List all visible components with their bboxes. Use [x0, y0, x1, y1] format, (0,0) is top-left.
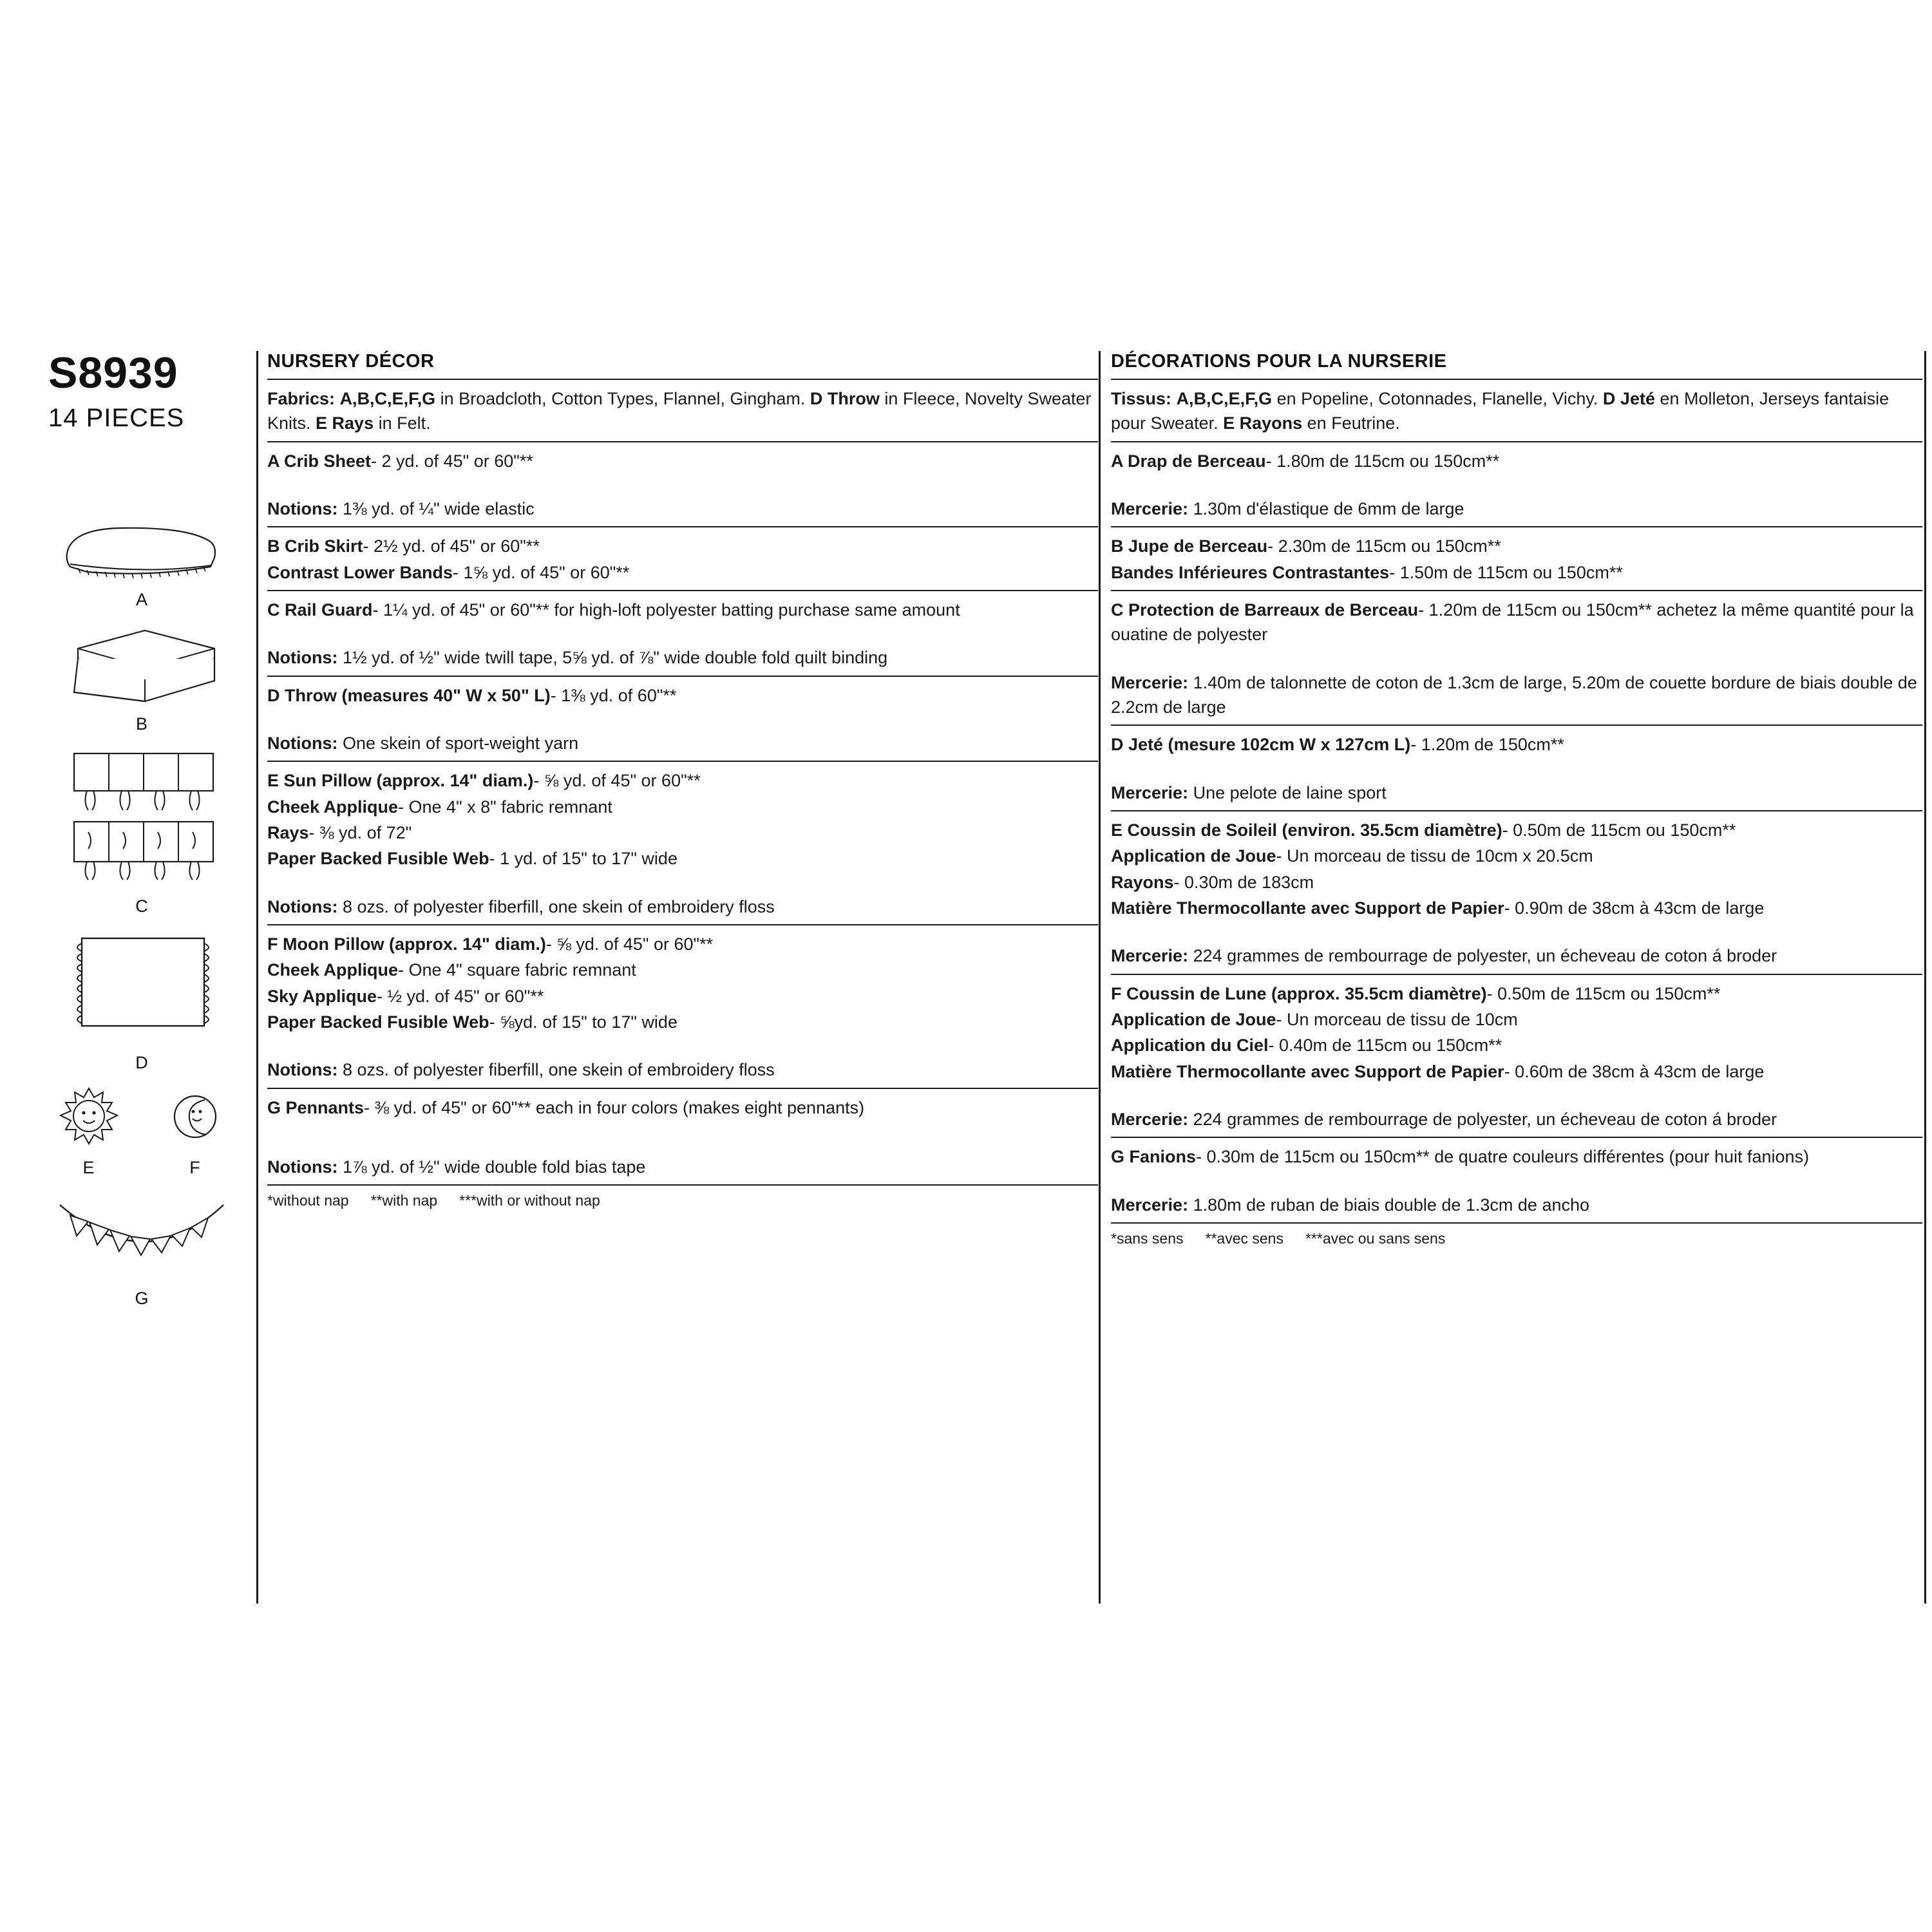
entry-fr-f-cheek-label: Application de Joue — [1111, 1009, 1276, 1029]
english-fabrics — [267, 386, 1098, 436]
thumbnail-throw — [35, 927, 248, 1073]
footnote-fr-2: **avec sens — [1205, 1229, 1283, 1247]
entry-fr-f-sky-value: - 0.40m de 115cm ou 150cm** — [1268, 1036, 1502, 1056]
footnote-fr-3: ***avec ou sans sens — [1305, 1229, 1446, 1247]
entry-e-notions-label: Notions: — [267, 896, 338, 916]
entry-b-label: B Crib Skirt — [267, 536, 363, 556]
thumbnail-label: D — [135, 1053, 148, 1072]
thumbnail-label: A — [135, 590, 147, 609]
french-fabrics — [1111, 386, 1922, 436]
entry-e-cheek-label: Cheek Applique — [267, 797, 399, 817]
entry-fr-d-notions-label: Mercerie: — [1111, 782, 1189, 802]
tissus-text-2: en Molleton, Jerseys fantaisie pour Sweater. — [1111, 389, 1889, 433]
thumbnail-label: G — [135, 1289, 149, 1308]
thumbnail-rail-guard — [35, 744, 248, 916]
entry-fr-b-bands-value: - 1.50m de 115cm ou 150cm** — [1389, 562, 1623, 582]
entry-fr-f-cheek-value: - Un morceau de tissu de 10cm — [1276, 1009, 1518, 1029]
entry-f-cheek-label: Cheek Applique — [267, 960, 399, 980]
entry-f-notions-value: 8 ozs. of polyester fiberfill, one skein of embroidery floss — [337, 1060, 775, 1080]
entry-e-notions-value: 8 ozs. of polyester fiberfill, one skein of embroidery floss — [337, 896, 775, 916]
entry-e-label: E Sun Pillow (approx. 14" diam.) — [267, 771, 534, 791]
entry-a-notions-label: Notions: — [267, 498, 338, 518]
entry-d-notions-label: Notions: — [267, 733, 338, 753]
entry-fr-d-notions-value: Une pelote de laine sport — [1188, 782, 1387, 802]
entry-f-cheek-value: - One 4" square fabric remnant — [398, 960, 636, 980]
french-title: DÉCORATIONS POUR LA NURSERIE — [1111, 351, 1447, 372]
entry-d-notions-value: One skein of sport-weight yarn — [337, 733, 579, 753]
entry-fr-d-value: - 1.20m de 150cm** — [1410, 735, 1564, 755]
rail-guard-icon — [48, 744, 235, 893]
sun-pillow-icon — [50, 1083, 128, 1154]
piece-count: 14 PIECES — [48, 404, 185, 432]
entry-f — [267, 932, 1098, 1083]
entry-fr-e-notions-value: 224 grammes de rembourrage de polyester, un écheveau de coton á broder — [1188, 946, 1777, 966]
entry-fr-f — [1111, 981, 1922, 1132]
column-divider-right — [1924, 351, 1926, 1604]
entry-g-value: - ⅜ yd. of 45" or 60"** each in four colors (makes eight pennants) — [364, 1097, 865, 1117]
pattern-identity — [48, 348, 254, 433]
entry-fr-d-label: D Jeté (mesure 102cm W x 127cm L) — [1111, 735, 1411, 755]
thumbnail-label: B — [135, 714, 147, 734]
entry-fr-b-bands-label: Bandes Inférieures Contrastantes — [1111, 562, 1390, 582]
entry-f-sky-label: Sky Applique — [267, 986, 377, 1006]
fabrics-text-3: in Felt. — [374, 413, 431, 433]
entry-f-web-label: Paper Backed Fusible Web — [267, 1012, 489, 1032]
entry-fr-e-rays-label: Rayons — [1111, 872, 1174, 892]
pennants-icon — [48, 1188, 235, 1285]
entry-fr-e-cheek-value: - Un morceau de tissu de 10cm x 20.5cm — [1276, 846, 1593, 866]
crib-sheet-icon — [48, 515, 235, 586]
entry-fr-e — [1111, 818, 1922, 969]
footnote-2: **with nap — [370, 1192, 438, 1209]
entry-fr-g-notions-value: 1.80m de ruban de biais double de 1.3cm de ancho — [1188, 1195, 1590, 1215]
tissus-text-3: en Feutrine. — [1302, 413, 1400, 433]
footnote-fr-1: *sans sens — [1111, 1229, 1184, 1247]
column-divider-left — [256, 351, 258, 1604]
entry-e — [267, 768, 1098, 919]
thumbnail-pennants — [35, 1188, 248, 1309]
thumbnail-sun-pillow — [42, 1083, 135, 1178]
entry-fr-b-label: B Jupe de Berceau — [1111, 536, 1268, 556]
fabrics-label-3: E Rays — [316, 413, 374, 433]
entry-a-notions-value: 1⅜ yd. of ¼" wide elastic — [337, 498, 535, 518]
entry-fr-f-value: - 0.50m de 115cm ou 150cm** — [1486, 983, 1721, 1003]
entry-e-web-value: - 1 yd. of 15" to 17" wide — [489, 849, 677, 869]
english-title: NURSERY DÉCOR — [267, 351, 435, 372]
entry-f-sky-value: - ½ yd. of 45" or 60"** — [377, 986, 544, 1006]
garment-thumbnails — [35, 515, 248, 1319]
entry-fr-c — [1111, 598, 1922, 719]
entry-fr-a-label: A Drap de Berceau — [1111, 451, 1266, 471]
column-divider-middle — [1099, 351, 1101, 1604]
thumbnail-crib-sheet — [35, 515, 248, 610]
fabrics-label: Fabrics: — [267, 389, 336, 408]
french-footnotes — [1111, 1230, 1922, 1247]
entry-fr-d — [1111, 732, 1922, 805]
tissus-text-1: en Popeline, Cotonnades, Flanelle, Vichy. — [1272, 389, 1603, 408]
thumbnail-pillows — [35, 1083, 248, 1178]
entry-fr-e-label: E Coussin de Soileil (environ. 35.5cm diamètre) — [1111, 820, 1502, 840]
entry-fr-f-web-value: - 0.60m de 38cm à 43cm de large — [1504, 1061, 1765, 1081]
pattern-number: S8939 — [48, 348, 178, 397]
entry-a-label: A Crib Sheet — [267, 451, 372, 471]
entry-fr-c-value: - 1.20m de 115cm ou 150cm** achetez la même quantité pour la ouatine de polyester — [1111, 600, 1914, 645]
entry-fr-a-notions-label: Mercerie: — [1111, 498, 1189, 518]
entry-fr-c-label: C Protection de Barreaux de Berceau — [1111, 600, 1419, 620]
entry-fr-b-value: - 2.30m de 115cm ou 150cm** — [1267, 536, 1501, 556]
entry-fr-g-value: - 0.30m de 115cm ou 150cm** de quatre couleurs différentes (pour huit fanions) — [1196, 1147, 1810, 1167]
thumbnail-crib-skirt — [35, 620, 248, 734]
entry-d-value: - 1⅜ yd. of 60"** — [550, 685, 677, 705]
entry-f-label: F Moon Pillow (approx. 14" diam.) — [267, 934, 546, 954]
entry-d — [267, 683, 1098, 756]
tissus-letters: A,B,C,E,F,G — [1176, 389, 1273, 408]
entry-a — [267, 449, 1098, 522]
entry-fr-g-notions-label: Mercerie: — [1111, 1195, 1189, 1215]
entry-fr-f-notions-label: Mercerie: — [1111, 1109, 1189, 1129]
entry-d-label: D Throw (measures 40" W x 50" L) — [267, 685, 551, 705]
entry-g — [267, 1095, 1098, 1180]
entry-fr-c-notions-value: 1.40m de talonnette de coton de 1.3cm de large, 5.20m de couette bordure de biais double de 2.2cm de large — [1111, 672, 1917, 717]
entry-fr-b — [1111, 534, 1922, 585]
entry-fr-g-label: G Fanions — [1111, 1147, 1197, 1167]
entry-fr-a-notions-value: 1.30m d'élastique de 6mm de large — [1188, 498, 1464, 518]
english-footnotes — [267, 1192, 1098, 1209]
entry-e-rays-label: Rays — [267, 822, 309, 842]
tissus-label-2: D Jeté — [1602, 389, 1655, 408]
entry-c-notions-label: Notions: — [267, 648, 338, 668]
entry-c — [267, 598, 1098, 670]
entry-g-notions-value: 1⅞ yd. of ½" wide double fold bias tape — [337, 1157, 646, 1177]
entry-f-value: - ⅝ yd. of 45" or 60"** — [545, 934, 714, 954]
thumbnail-label: C — [135, 896, 148, 916]
entry-f-notions-label: Notions: — [267, 1060, 338, 1080]
entry-fr-e-rays-value: - 0.30m de 183cm — [1173, 872, 1314, 892]
fabrics-text-1: in Broadcloth, Cotton Types, Flannel, Gingham. — [435, 389, 810, 408]
entry-fr-e-web-value: - 0.90m de 38cm à 43cm de large — [1504, 898, 1765, 918]
entry-b-bands-value: - 1⅝ yd. of 45" or 60"** — [453, 562, 630, 582]
entry-fr-e-cheek-label: Application de Joue — [1111, 846, 1276, 866]
entry-e-cheek-value: - One 4" x 8" fabric remnant — [398, 797, 612, 817]
entry-fr-f-web-label: Matière Thermocollante avec Support de Papier — [1111, 1061, 1504, 1081]
french-column — [1111, 351, 1922, 1247]
tissus-label-3: E Rayons — [1223, 413, 1303, 433]
entry-fr-c-notions-label: Mercerie: — [1111, 672, 1189, 692]
footnote-1: *without nap — [267, 1192, 349, 1209]
crib-skirt-icon — [48, 620, 235, 710]
moon-pillow-icon — [160, 1083, 231, 1154]
entry-c-label: C Rail Guard — [267, 600, 373, 620]
entry-f-web-value: - ⅝yd. of 15" to 17" wide — [489, 1012, 677, 1032]
footnote-3: ***with or without nap — [459, 1192, 600, 1209]
entry-fr-a — [1111, 449, 1922, 522]
thumbnail-moon-pillow — [148, 1083, 242, 1178]
fabrics-letters: A,B,C,E,F,G — [339, 389, 436, 408]
entry-b-bands-label: Contrast Lower Bands — [267, 562, 453, 582]
entry-c-notions-value: 1½ yd. of ½" wide twill tape, 5⅝ yd. of ⅞" wide double fold quilt binding — [337, 648, 888, 668]
entry-g-label: G Pennants — [267, 1097, 365, 1117]
entry-fr-e-web-label: Matière Thermocollante avec Support de Papier — [1111, 898, 1504, 918]
entry-e-web-label: Paper Backed Fusible Web — [267, 849, 489, 869]
entry-fr-e-notions-label: Mercerie: — [1111, 946, 1189, 966]
thumbnail-label: F — [189, 1158, 200, 1177]
entry-fr-f-sky-label: Application du Ciel — [1111, 1036, 1269, 1056]
english-column — [267, 351, 1098, 1209]
fabrics-text-2: in Fleece, Novelty Sweater Knits. — [267, 389, 1092, 433]
throw-icon — [48, 927, 235, 1049]
entry-fr-f-label: F Coussin de Lune (approx. 35.5cm diamètre) — [1111, 983, 1487, 1003]
entry-g-notions-label: Notions: — [267, 1157, 338, 1177]
entry-fr-a-value: - 1.80m de 115cm ou 150cm** — [1265, 451, 1500, 471]
entry-fr-e-value: - 0.50m de 115cm ou 150cm** — [1502, 820, 1736, 840]
entry-e-rays-value: - ⅜ yd. of 72" — [308, 822, 412, 842]
entry-b — [267, 534, 1098, 585]
entry-b-value: - 2½ yd. of 45" or 60"** — [363, 536, 540, 556]
tissus-label: Tissus: — [1111, 389, 1172, 408]
entry-fr-f-notions-value: 224 grammes de rembourrage de polyester, un écheveau de coton á broder — [1188, 1109, 1777, 1129]
entry-c-value: - 1¼ yd. of 45" or 60"** for high-loft polyester batting purchase same amount — [372, 600, 960, 620]
entry-e-value: - ⅝ yd. of 45" or 60"** — [533, 771, 701, 791]
fabrics-label-2: D Throw — [810, 389, 880, 408]
entry-fr-g — [1111, 1144, 1922, 1217]
entry-a-value: - 2 yd. of 45" or 60"** — [371, 451, 533, 471]
thumbnail-label: E — [82, 1158, 95, 1177]
